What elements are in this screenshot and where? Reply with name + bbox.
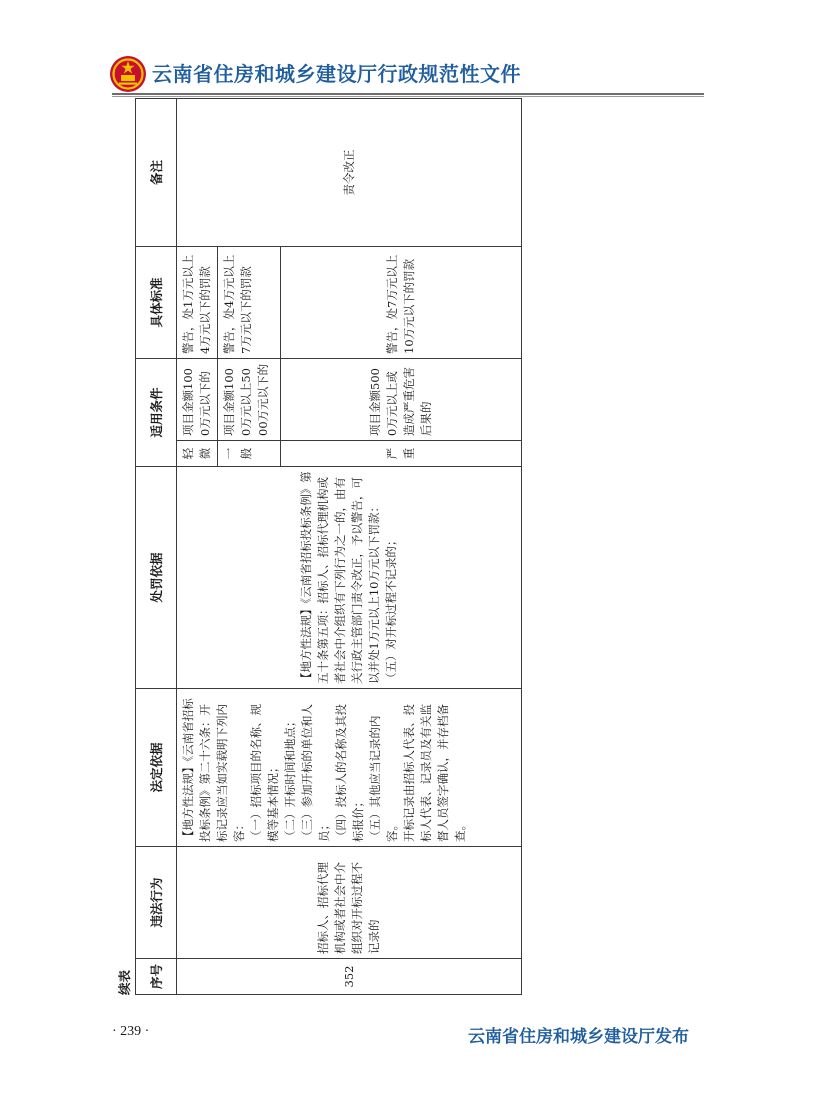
level-cell: 一般 bbox=[218, 441, 281, 467]
header-remark: 备注 bbox=[136, 98, 177, 246]
penalty-basis-line: 【地方性法规】《云南省招标投标条例》第五十条第五项：招标人、招标代理机构或者社会中介组织有下列行为之一的，由有关行政主管部门责令改正，予以警告，可以并处1万元以上10万元以下罚款： bbox=[299, 471, 381, 684]
continued-label: 续表 bbox=[117, 969, 132, 995]
condition-cell: 项目金额1000万元以上5000万元以下的 bbox=[218, 358, 281, 440]
rotated-table-page bbox=[116, 95, 536, 995]
national-emblem-icon bbox=[109, 55, 147, 93]
condition-cell: 项目金额5000万元以上或造成严重危害后果的 bbox=[281, 358, 522, 440]
legal-basis-line: （二）开标时间和地点； bbox=[283, 715, 297, 842]
legal-basis-line: 开标记录由招标人代表、投标人代表、记录员及有关监督人员签字确认，并存档备查。 bbox=[402, 704, 467, 842]
standard-cell: 警告，处1万元以上4万元以下的罚款 bbox=[177, 246, 218, 358]
level-cell: 严重 bbox=[281, 441, 522, 467]
header-penalty-basis: 处罚依据 bbox=[136, 467, 177, 689]
row-penalty-basis bbox=[177, 467, 522, 689]
row-remark: 责令改正 bbox=[177, 98, 522, 246]
legal-basis-line: （一）招标项目的名称、规模等基本情况； bbox=[249, 704, 280, 842]
row-seq: 352 bbox=[177, 959, 522, 995]
standard-cell: 警告，处7万元以上10万元以下的罚款 bbox=[281, 246, 522, 358]
legal-basis-line: （三）参加开标的单位和人员； bbox=[300, 704, 331, 842]
publisher-label: 云南省住房和城乡建设厅发布 bbox=[468, 1027, 689, 1047]
header-seq: 序号 bbox=[136, 959, 177, 995]
standard-cell: 警告，处4万元以上7万元以下的罚款 bbox=[218, 246, 281, 358]
table-header-row bbox=[136, 98, 177, 994]
row-violation: 招标人、招标代理机构或者社会中介组织对开标过程不记录的 bbox=[177, 847, 522, 959]
row-legal-basis bbox=[177, 689, 522, 847]
penalty-basis-line: （五）对开标过程不记录的； bbox=[384, 534, 398, 684]
penalty-standards-table bbox=[135, 98, 522, 995]
condition-cell: 项目金额1000万元以下的 bbox=[177, 358, 218, 440]
page-number: · 239 · bbox=[112, 1024, 150, 1039]
header-violation: 违法行为 bbox=[136, 847, 177, 959]
header-standard: 具体标准 bbox=[136, 246, 177, 358]
table-row bbox=[177, 98, 218, 994]
legal-basis-line: （四）投标人的名称及其投标报价； bbox=[334, 704, 365, 842]
document-header-title: 云南省住房和城乡建设厅行政规范性文件 bbox=[152, 62, 521, 86]
header-conditions: 适用条件 bbox=[136, 358, 177, 466]
header-legal-basis: 法定依据 bbox=[136, 689, 177, 847]
legal-basis-line: （五）其他应当记录的内容。 bbox=[368, 715, 399, 842]
level-cell: 轻微 bbox=[177, 441, 218, 467]
legal-basis-line: 【地方性法规】《云南省招标投标条例》第二十六条：开标记录应当如实载明下列内容： bbox=[181, 698, 246, 842]
